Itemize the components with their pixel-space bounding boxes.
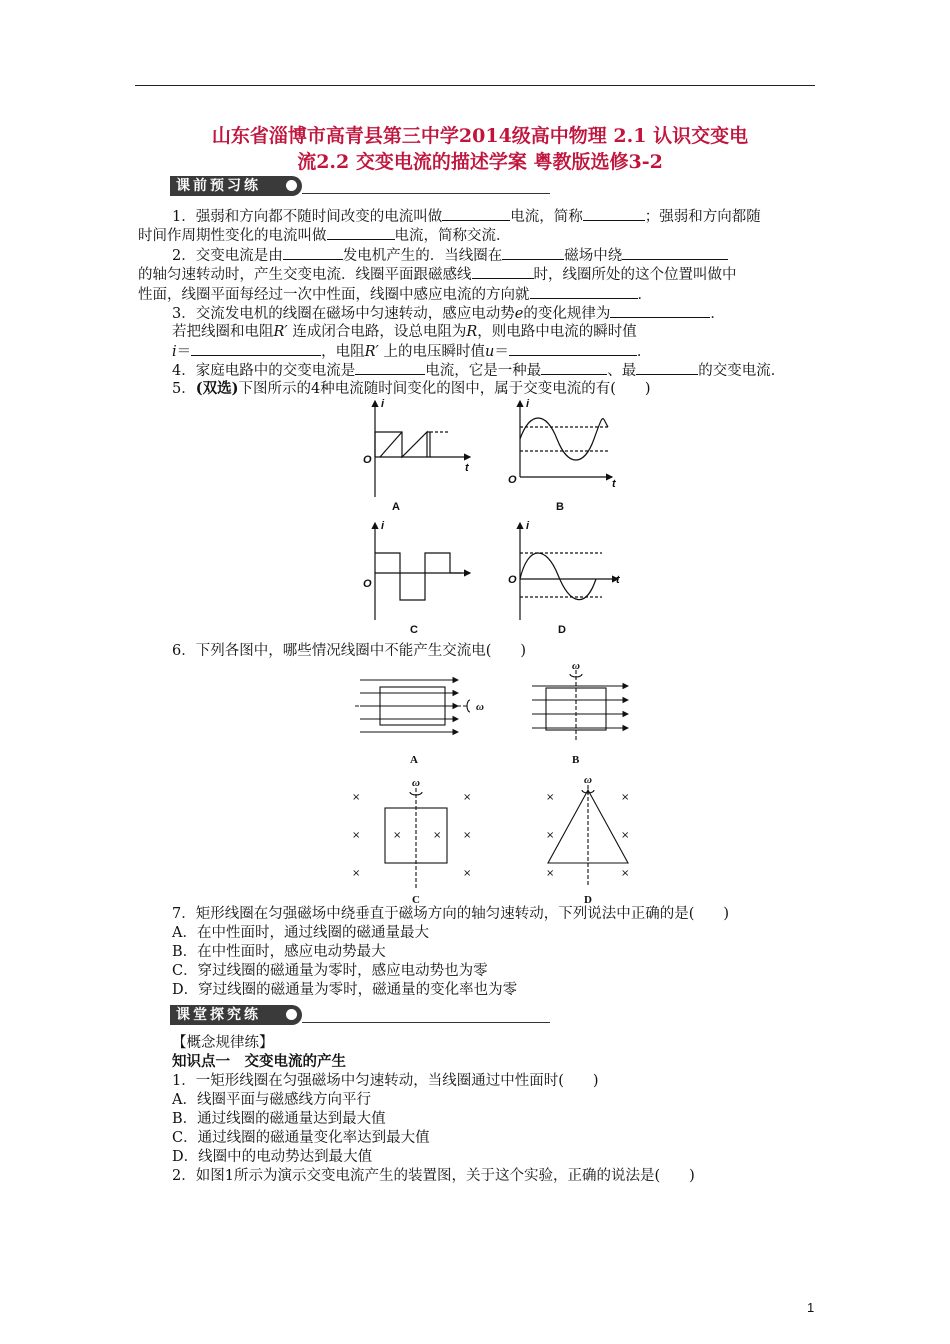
figure-label-c: C xyxy=(410,624,418,635)
axis-label-t: t xyxy=(612,478,616,490)
page-title-line2: 流2.2 交变电流的描述学案 粤教版选修3-2 xyxy=(297,151,663,173)
text: 的交变电流． xyxy=(698,363,786,379)
symbol: R′ xyxy=(364,344,379,360)
figure-label-c: C xyxy=(412,894,420,905)
symbol: R xyxy=(466,324,478,340)
page-number: 1 xyxy=(807,1300,815,1315)
diagram-d xyxy=(548,785,628,885)
text: 发电机产生的．当线圈在 xyxy=(342,248,503,264)
fill-blank xyxy=(622,246,728,260)
symbol: i xyxy=(172,344,177,360)
text: ；强弱和方向都随 xyxy=(644,209,761,225)
option-c: C．穿过线圈的磁通量为零时，感应电动势也为零 xyxy=(172,963,488,979)
origin-label: O xyxy=(363,454,372,466)
text: 1．强弱和方向都不随时间改变的电流叫做 xyxy=(172,209,443,225)
diagram-a xyxy=(355,680,470,732)
axis-label-t: t xyxy=(465,462,469,474)
text: 时间作周期性变化的电流叫做 xyxy=(138,228,327,244)
omega-label: ω xyxy=(584,774,592,786)
figure-label-d: D xyxy=(584,894,592,905)
double-choice-tag: (双选) xyxy=(195,380,239,397)
text: 时，线圈所处的这个位置叫做中 xyxy=(533,267,737,283)
axis-label-t: t xyxy=(616,574,620,586)
option-d: D．穿过线圈的磁通量为零时，磁通量的变化率也为零 xyxy=(172,982,518,998)
text: 、最 xyxy=(607,363,637,379)
graph-b xyxy=(520,401,612,477)
bullet-dot xyxy=(286,180,297,191)
section-rule xyxy=(302,1022,550,1023)
field-cross: × xyxy=(393,830,402,841)
field-cross: × xyxy=(352,868,361,879)
field-cross: × xyxy=(546,792,555,803)
omega-label: ω xyxy=(412,777,420,789)
figure-label-b: B xyxy=(556,501,564,513)
field-cross: × xyxy=(463,830,472,841)
field-cross: × xyxy=(463,868,472,879)
text: ＝ xyxy=(176,344,192,360)
field-cross: × xyxy=(433,830,442,841)
question-1-cont xyxy=(138,226,511,245)
question-7: 7．矩形线圈在匀强磁场中绕垂直于磁场方向的轴匀速转动，下列说法中正确的是( ) xyxy=(172,906,730,922)
figure-label-a: A xyxy=(392,501,400,513)
option-b: B．通过线圈的磁通量达到最大值 xyxy=(172,1111,386,1127)
fill-blank xyxy=(583,207,645,221)
bullet-dot xyxy=(286,1009,297,1020)
fill-blank xyxy=(283,246,343,260)
axis-label-i: i xyxy=(526,520,530,532)
option-a: A．线圈平面与磁感线方向平行 xyxy=(172,1092,371,1108)
omega-label: ω xyxy=(476,701,484,713)
text: ，则电路中电流的瞬时值 xyxy=(477,324,637,340)
text: 的变化规律为 xyxy=(523,306,611,322)
field-cross: × xyxy=(621,792,630,803)
field-cross: × xyxy=(352,830,361,841)
symbol: u xyxy=(484,344,495,360)
fill-blank xyxy=(610,304,710,318)
origin-label: O xyxy=(508,474,517,486)
classroom-question-1: 1．一矩形线圈在匀强磁场中匀速转动，当线圈通过中性面时( ) xyxy=(172,1073,599,1089)
text: ． xyxy=(636,344,652,360)
text: 连成闭合电路，设总电阻为 xyxy=(292,324,467,340)
section-banner-classroom xyxy=(170,1005,550,1025)
graph-a xyxy=(375,401,470,497)
option-a: A．在中性面时，通过线圈的磁通量最大 xyxy=(172,925,429,941)
text: 的轴匀速转动时，产生交变电流．线圈平面跟磁感线 xyxy=(138,267,472,283)
fill-blank xyxy=(327,226,395,240)
text: 电流，它是一种最 xyxy=(425,363,542,379)
text: 2．交变电流是由 xyxy=(172,248,283,264)
fill-blank xyxy=(191,342,321,356)
symbol: e xyxy=(514,306,524,322)
text: 3．交流发电机的线圈在磁场中匀速转动，感应电动势 xyxy=(172,306,515,322)
omega-label: ω xyxy=(572,660,580,672)
question-2-cont2 xyxy=(138,285,652,304)
text: 电流，简称交流． xyxy=(394,228,511,244)
classroom-question-2: 2．如图1所示为演示交变电流产生的装置图，关于这个实验，正确的说法是( ) xyxy=(172,1168,695,1184)
question-3 xyxy=(172,304,725,323)
field-cross: × xyxy=(546,868,555,879)
field-cross: × xyxy=(463,792,472,803)
text: 若把线圈和电阻 xyxy=(172,324,274,340)
origin-label: O xyxy=(363,578,372,590)
field-cross: × xyxy=(352,792,361,803)
text: 磁场中绕 xyxy=(564,248,623,264)
question-2-cont xyxy=(138,265,737,284)
q5-current-graphs xyxy=(350,395,640,635)
field-cross: × xyxy=(546,830,555,841)
section-title: 课堂探究练 xyxy=(170,1005,302,1025)
graph-c xyxy=(375,523,470,620)
q6-coil-diagrams xyxy=(350,660,640,905)
axis-label-i: i xyxy=(381,398,385,410)
option-d: D．线圈中的电动势达到最大值 xyxy=(172,1149,373,1165)
knowledge-point-1: 知识点一 交变电流的产生 xyxy=(172,1053,346,1070)
question-1 xyxy=(172,207,761,226)
fill-blank xyxy=(509,342,637,356)
question-3-cont2 xyxy=(172,342,651,361)
graph-d xyxy=(520,523,618,620)
diagram-b xyxy=(532,670,628,742)
question-6: 6．下列各图中，哪些情况线圈中不能产生交流电( ) xyxy=(172,643,527,659)
text: ，电阻 xyxy=(321,344,365,360)
axis-label-i: i xyxy=(381,520,385,532)
section-rule xyxy=(302,193,550,194)
fill-blank xyxy=(442,207,510,221)
fill-blank xyxy=(502,246,564,260)
fill-blank xyxy=(541,361,607,375)
axis-label-i: i xyxy=(526,398,530,410)
fill-blank xyxy=(472,265,534,279)
option-c: C．通过线圈的磁通量变化率达到最大值 xyxy=(172,1130,430,1146)
field-cross: × xyxy=(621,868,630,879)
text: ． xyxy=(637,287,652,303)
fill-blank xyxy=(355,361,425,375)
fill-blank xyxy=(636,361,698,375)
page-title-line1: 山东省淄博市高青县第三中学2014级高中物理 2.1 认识交变电 xyxy=(211,125,749,147)
text: ＝ xyxy=(494,344,509,360)
option-b: B．在中性面时，感应电动势最大 xyxy=(172,944,386,960)
text: 性面，线圈平面每经过一次中性面，线圈中感应电流的方向就 xyxy=(138,287,530,303)
concept-heading: 【概念规律练】 xyxy=(172,1035,274,1051)
text: 上的电压瞬时值 xyxy=(383,344,485,360)
text: 4．家庭电路中的交变电流是 xyxy=(172,363,356,379)
figure-label-b: B xyxy=(572,754,580,766)
text: 下图所示的4种电流随时间变化的图中，属于交变电流的有( ) xyxy=(238,381,651,397)
section-banner-preview xyxy=(170,176,550,196)
section-title: 课前预习练 xyxy=(170,176,302,196)
top-rule xyxy=(135,85,815,86)
field-cross: × xyxy=(621,830,630,841)
text: 电流，简称 xyxy=(510,209,583,225)
text: ． xyxy=(710,306,725,322)
origin-label: O xyxy=(508,574,517,586)
fill-blank xyxy=(530,285,638,299)
question-2 xyxy=(172,246,728,265)
symbol: R′ xyxy=(273,324,288,340)
question-3-cont xyxy=(172,323,637,341)
figure-label-a: A xyxy=(410,754,418,766)
figure-label-d: D xyxy=(558,624,566,635)
text: 5． xyxy=(172,381,196,397)
question-4 xyxy=(172,361,785,380)
